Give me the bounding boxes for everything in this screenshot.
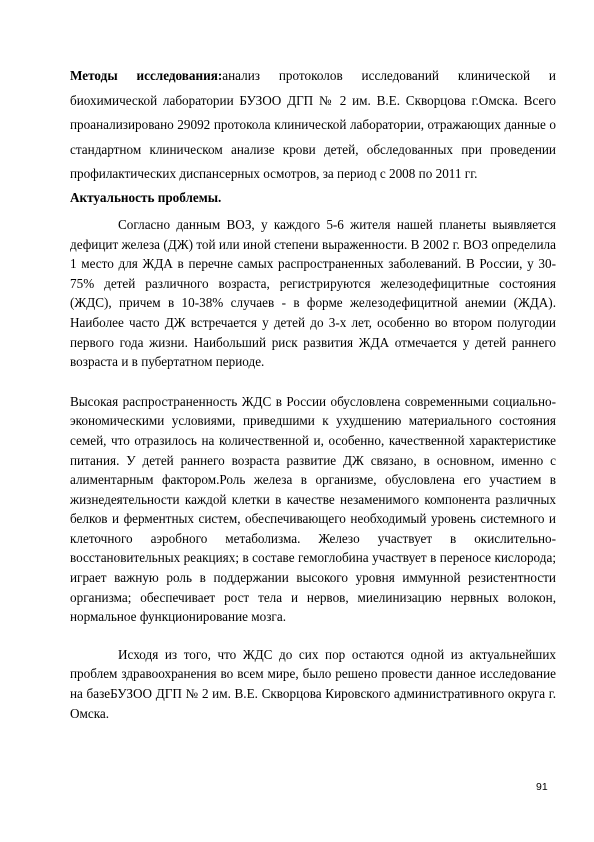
methods-text: анализ протоколов исследований клинической и биохимической лаборатории БУЗОО ДГП № 2 им. В.Е. Скворцова г.Омска. Всего проанализировано 29092 протокола клинической лаборатории, отражающих данные о стандартном клиническом анализе крови детей, обследованных при проведении профилактических диспансерных осмотров, за период с 2008 по 2011 гг. [70, 68, 556, 182]
relevance-heading: Актуальность проблемы. [70, 189, 222, 205]
methods-lead: Методы исследования: [70, 68, 223, 83]
page-number: 91 [536, 781, 548, 793]
methods-paragraph [70, 64, 556, 187]
relevance-paragraph-3: Исходя из того, что ЖДС до сих пор остаются одной из актуальнейших проблем здравоохранения во всем мире, было решено провести данное исследование на базеБУЗОО ДГП № 2 им. В.Е. Скворцова Кировского административного округа г. Омска. [70, 646, 556, 721]
document-page [70, 64, 556, 723]
relevance-paragraph-1: Согласно данным ВОЗ, у каждого 5-6 жителя нашей планеты выявляется дефицит железа (ДЖ) той или иной степени выраженности. В 2002 г. ВОЗ определила 1 место для ЖДА в перечне самых распространенных заболеваний. В России, у 30-75% детей различного возраста, регистрируются железодефицитные состояния (ЖДС), причем в 10-38% случаев - в форме железодефицитной анемии (ЖДА). Наиболее часто ДЖ встречается у детей до 3-х лет, особенно во втором полугодии первого года жизни. Наибольший риск развития ЖДА отмечается у детей раннего возраста и в пубертатном периоде. [70, 216, 556, 370]
relevance-paragraph-2: Высокая распространенность ЖДС в России обусловлена современными социально-экономическими условиями, приведшими к ухудшению материального состояния семей, что отразилось на количественной и, особенно, качественной характеристике питания. У детей раннего возраста развитие ДЖ связано, в основном, именно с алиментарным фактором.Роль железа в организме, обусловлена его участием в жизнедеятельности каждой клетки в качестве незаменимого компонента различных белков и ферментных систем, обеспечивающего необходимый уровень системного и клеточного аэробного метаболизма. Железо участвует в окислительно-восстановительных реакциях; в составе гемоглобина участвует в переносе кислорода; играет важную роль в поддержании высокого уровня иммунной резистентности организма; обеспечивает рост тела и нервов, миелинизацию нервных волокон, нормальное функционирование мозга. [70, 393, 556, 625]
